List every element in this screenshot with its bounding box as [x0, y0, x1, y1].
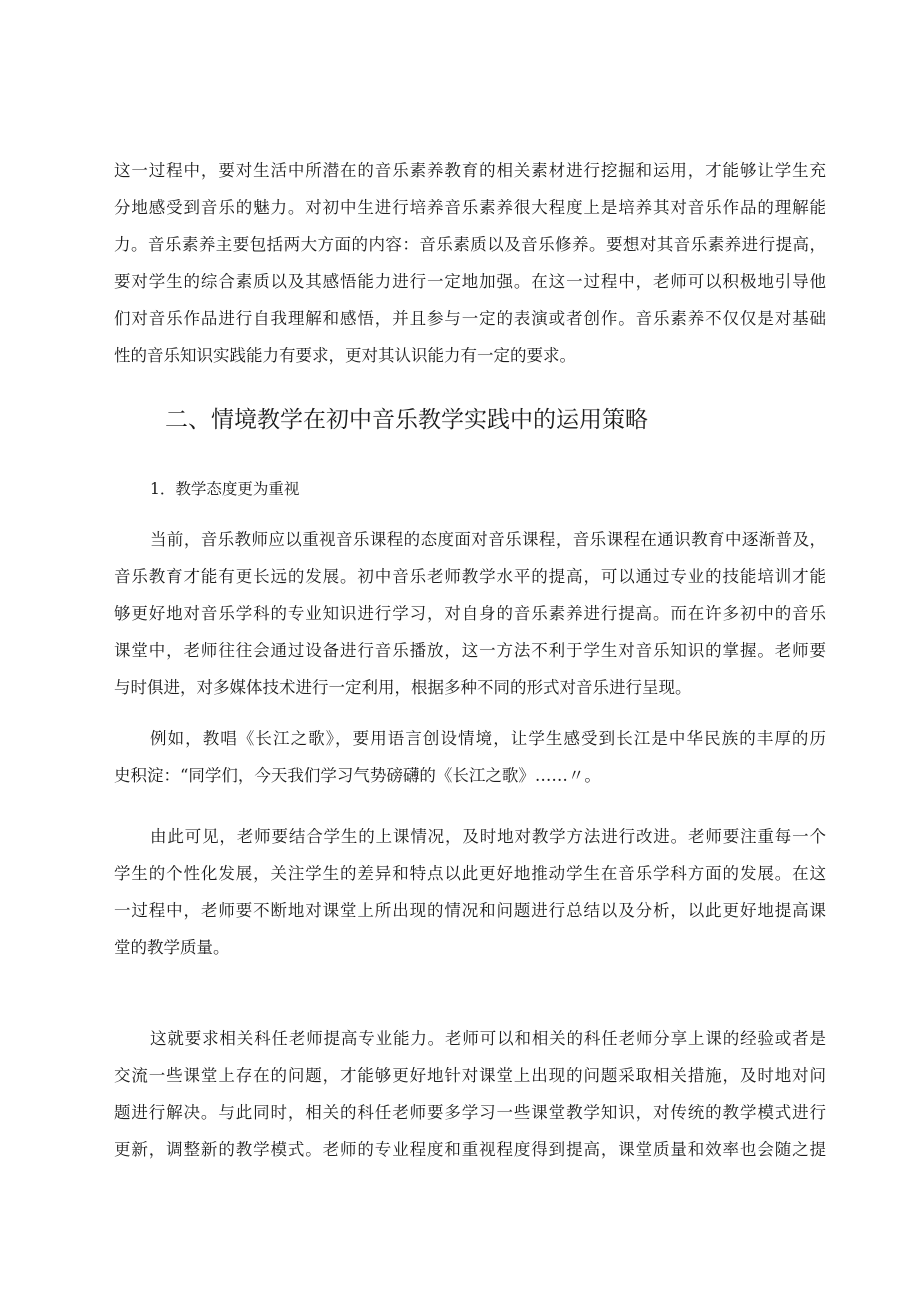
text-line: 史积淀：“同学们，今天我们学习气势磅礴的《长江之歌》……〃。 — [114, 766, 601, 785]
text-line: 性的音乐知识实践能力有要求，更对其认识能力有一定的要求。 — [114, 346, 576, 365]
text-line: 们对音乐作品进行自我理解和感悟，并且参与一定的表演或者创作。音乐素养不仅仅是对基础 — [114, 309, 826, 328]
text-line: 这就要求相关科任老师提高专业能力。老师可以和相关的科任老师分享上课的经验或者是 — [150, 1029, 826, 1048]
subsection-heading: 1．教学态度更为重视 — [150, 480, 300, 498]
text-line: 分地感受到音乐的魅力。对初中生进行培养音乐素养很大程度上是培养其对音乐作品的理解能 — [114, 198, 826, 217]
text-line: 学生的个性化发展，关注学生的差异和特点以此更好地推动学生在音乐学科方面的发展。在这 — [114, 864, 826, 883]
text-line: 题进行解决。与此同时，相关的科任老师要多学习一些课堂教学知识，对传统的教学模式进行 — [114, 1103, 826, 1122]
text-line: 与时俱进，对多媒体技术进行一定利用，根据多种不同的形式对音乐进行呈现。 — [114, 678, 692, 697]
section-heading: 二、情境教学在初中音乐教学实践中的运用策略 — [165, 407, 648, 433]
text-line: 例如，教唱《长江之歌》，要用语言创设情境，让学生感受到长江是中华民族的丰厚的历 — [150, 729, 826, 748]
intro-paragraph — [114, 152, 826, 374]
paragraph-example — [114, 720, 826, 794]
text-line: 力。音乐素养主要包括两大方面的内容：音乐素质以及音乐修养。要想对其音乐素养进行提高， — [114, 235, 826, 254]
text-line: 堂的教学质量。 — [114, 938, 230, 957]
paragraph-professional-ability — [114, 1020, 826, 1168]
text-line: 由此可见，老师要结合学生的上课情况，及时地对教学方法进行改进。老师要注重每一个 — [150, 827, 826, 846]
paragraph-conclusion — [114, 818, 826, 966]
text-line: 音乐教育才能有更长远的发展。初中音乐老师教学水平的提高，可以通过专业的技能培训才能 — [114, 567, 826, 586]
text-line: 当前，音乐教师应以重视音乐课程的态度面对音乐课程，音乐课程在通识教育中逐渐普及， — [150, 530, 826, 549]
text-line: 一过程中，老师要不断地对课堂上所出现的情况和问题进行总结以及分析，以此更好地提高课 — [114, 901, 826, 920]
text-line: 课堂中，老师往往会通过设备进行音乐播放，这一方法不利于学生对音乐知识的掌握。老师要 — [114, 641, 826, 660]
text-line: 交流一些课堂上存在的问题，才能够更好地针对课堂上出现的问题采取相关措施，及时地对问 — [114, 1066, 826, 1085]
text-line: 够更好地对音乐学科的专业知识进行学习，对自身的音乐素养进行提高。而在许多初中的音乐 — [114, 604, 826, 623]
text-line: 这一过程中，要对生活中所潜在的音乐素养教育的相关素材进行挖掘和运用，才能够让学生充 — [114, 161, 826, 180]
paragraph-teaching-attitude — [114, 521, 826, 706]
text-line: 更新，调整新的教学模式。老师的专业程度和重视程度得到提高，课堂质量和效率也会随之提 — [114, 1140, 826, 1159]
text-line: 要对学生的综合素质以及其感悟能力进行一定地加强。在这一过程中，老师可以积极地引导他 — [114, 272, 826, 291]
